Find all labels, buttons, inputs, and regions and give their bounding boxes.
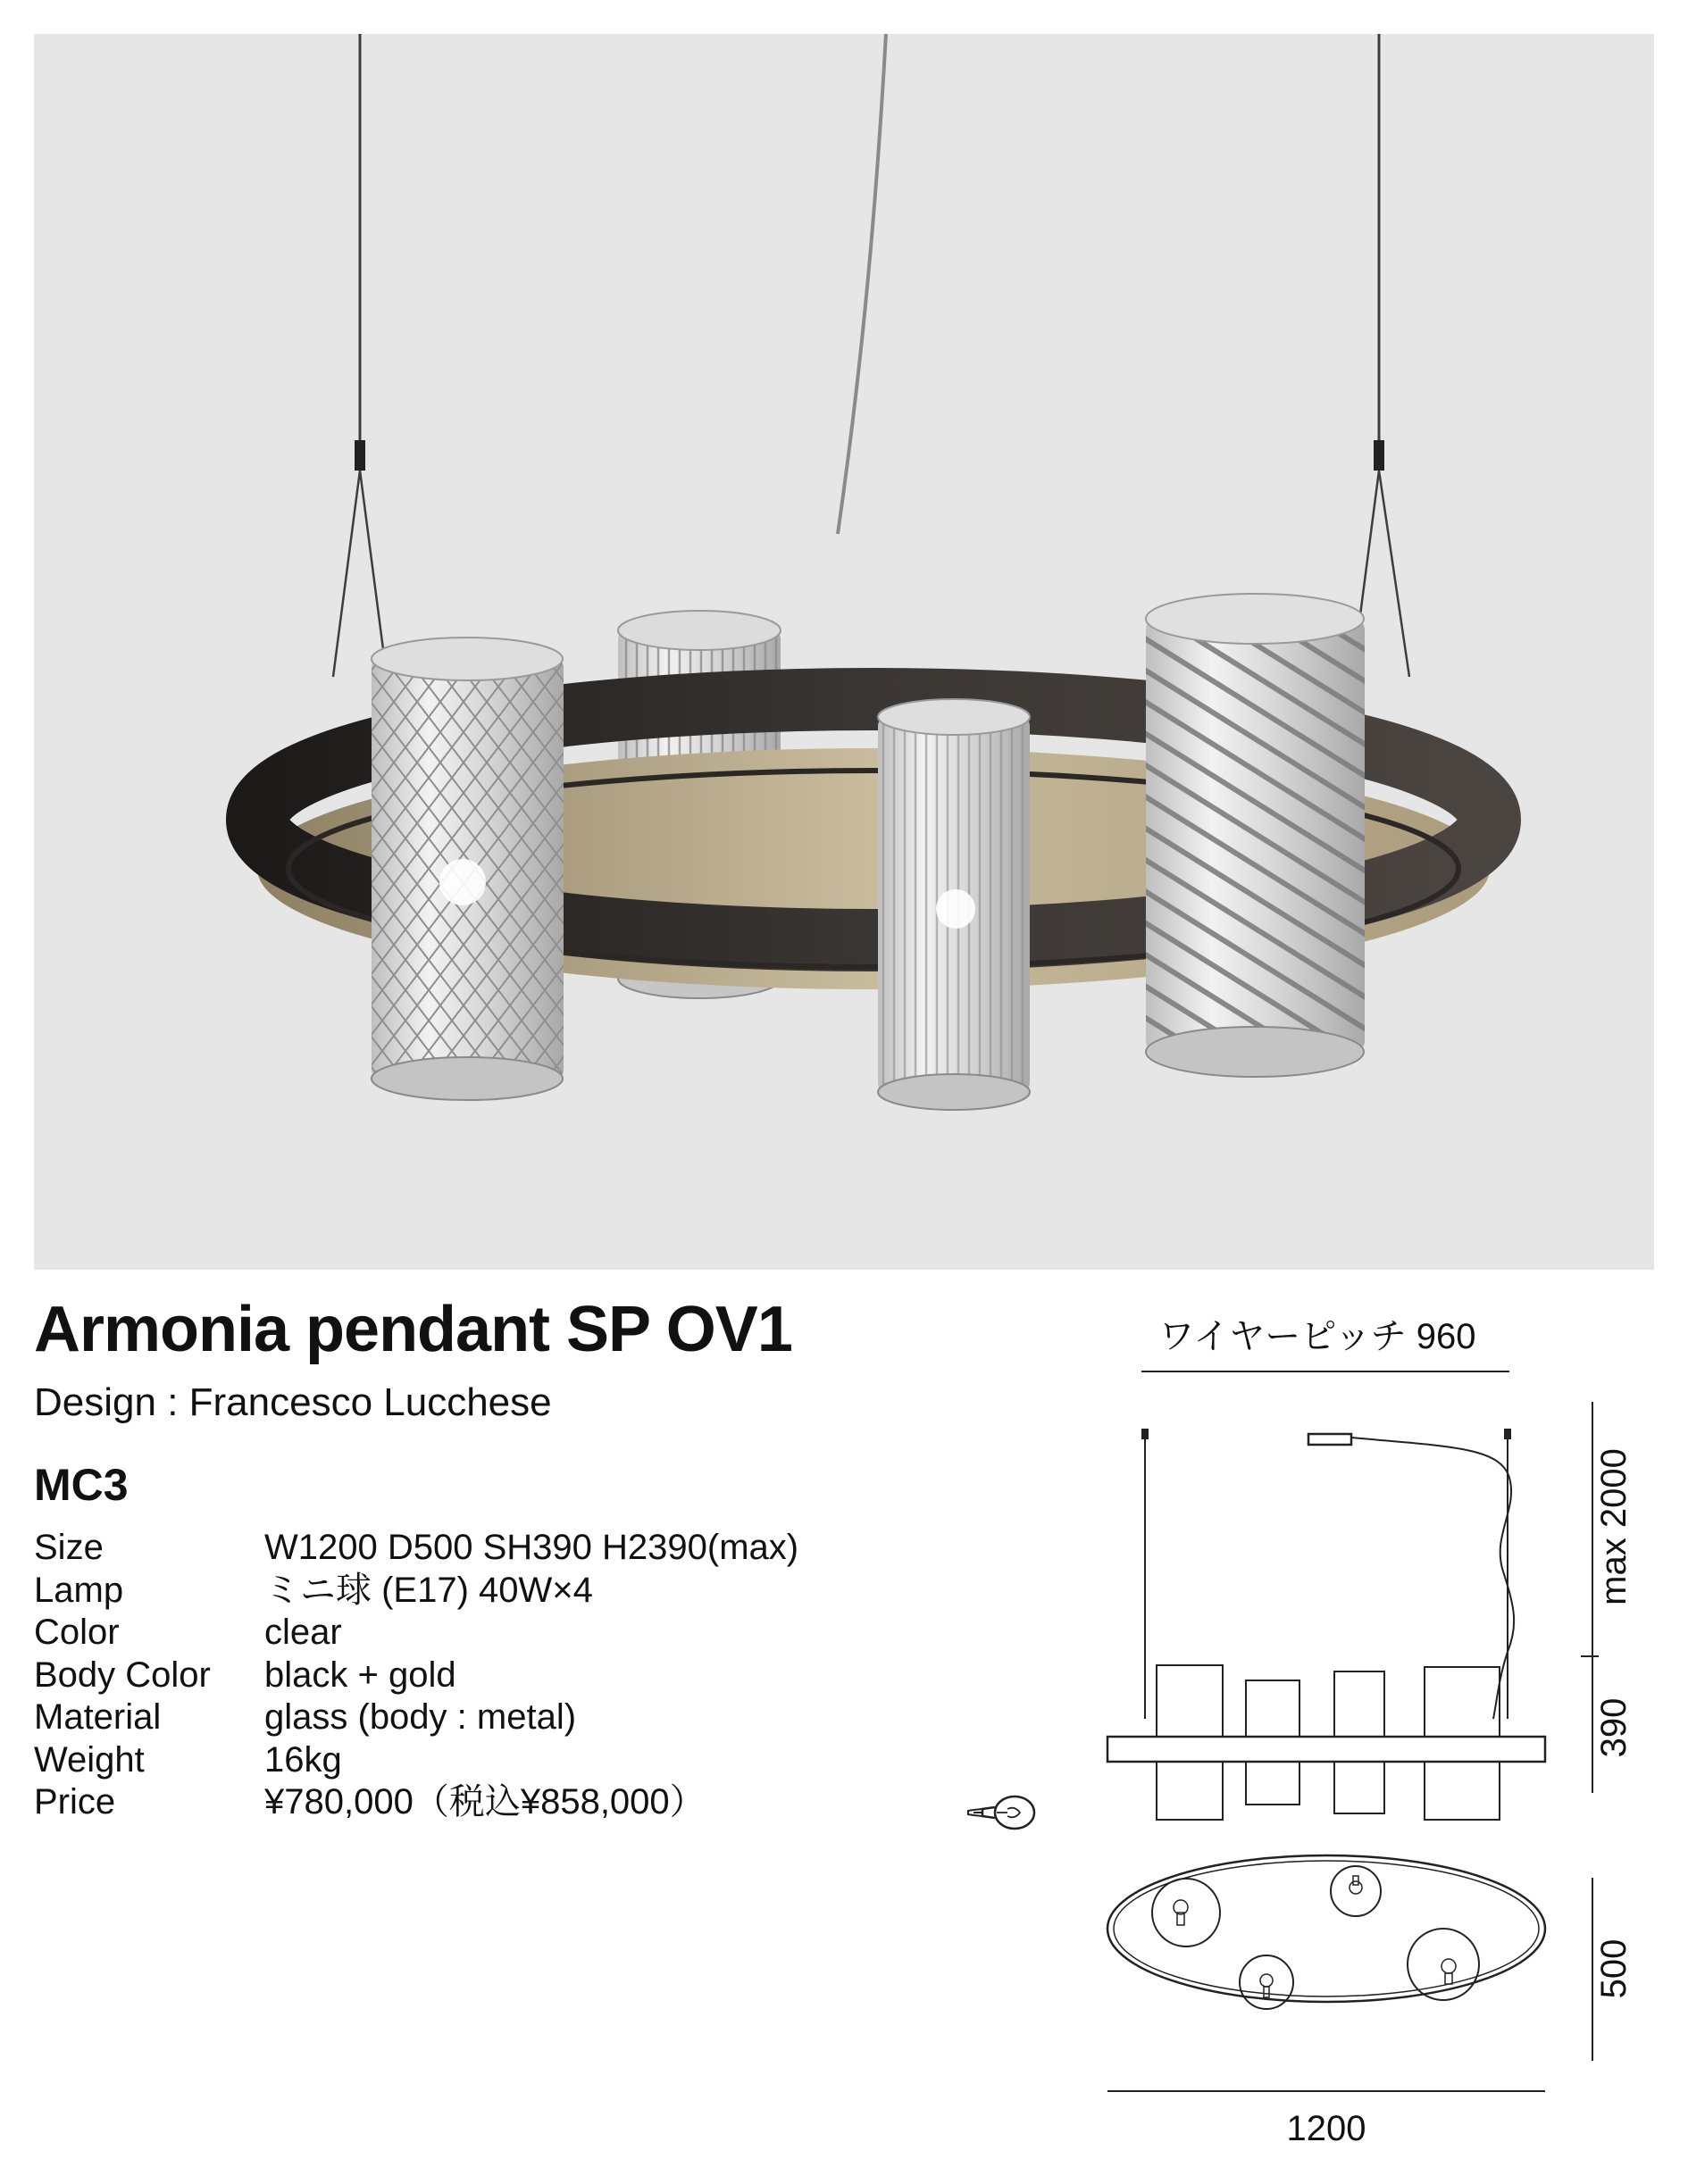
- elevation-shade-4-bottom: [1425, 1762, 1500, 1820]
- wire-clamp-right: [1374, 440, 1384, 471]
- elevation-shade-1-top: [1157, 1665, 1223, 1737]
- model-code: MC3: [34, 1460, 129, 1510]
- plan-ring-outer: [1107, 1855, 1545, 2002]
- spec-label: Body Color: [34, 1655, 211, 1695]
- glass-cylinder-twisted: [1146, 594, 1365, 1077]
- elevation-shade-3-bottom: [1334, 1762, 1384, 1813]
- spec-label: Material: [34, 1697, 162, 1737]
- spec-value: 16kg: [264, 1739, 342, 1780]
- plan-lamp-1: [1152, 1879, 1220, 1946]
- spec-value: W1200 D500 SH390 H2390(max): [264, 1528, 799, 1567]
- plan-lamp-3: [1240, 1955, 1293, 2009]
- spec-value: glass (body : metal): [264, 1697, 577, 1737]
- glass-cylinder-diamond: [372, 638, 564, 1100]
- spec-row-price: [34, 1781, 798, 1824]
- wire-pitch-label: ワイヤーピッチ 960: [1158, 1317, 1476, 1356]
- elevation-shade-3-top: [1334, 1671, 1384, 1737]
- ceiling-canopy: [1308, 1434, 1351, 1445]
- plan-lamp-4: [1408, 1929, 1479, 2000]
- spec-value: ¥780,000（税込¥858,000）: [264, 1782, 706, 1821]
- spec-label: Weight: [34, 1739, 145, 1780]
- spec-table: [34, 1527, 798, 1824]
- spec-value: clear: [264, 1613, 342, 1652]
- plan-lamp-2: [1331, 1866, 1381, 1916]
- spec-row-material: [34, 1696, 798, 1739]
- spec-row-size: [34, 1527, 798, 1570]
- elevation-ring: [1107, 1737, 1545, 1762]
- plan-ring-inner: [1114, 1861, 1539, 1996]
- width-label: 1200: [1286, 2109, 1366, 2148]
- bulb-icon: [961, 1786, 1041, 1839]
- max-height-label: max 2000: [1594, 1448, 1634, 1605]
- spec-row-weight: [34, 1739, 798, 1782]
- elevation-clip-left: [1141, 1429, 1149, 1439]
- elevation-shade-1-bottom: [1157, 1762, 1223, 1820]
- elevation-shade-4-top: [1425, 1667, 1500, 1737]
- spec-label: Lamp: [34, 1570, 124, 1610]
- elevation-shade-2-bottom: [1246, 1762, 1299, 1805]
- wire-splay-left: [333, 471, 387, 677]
- dimension-drawing: [1072, 1304, 1688, 2180]
- spec-row-color: [34, 1612, 798, 1655]
- spec-value: black + gold: [264, 1655, 456, 1695]
- elevation-cable: [1351, 1438, 1514, 1719]
- power-cable: [838, 34, 886, 534]
- glass-cylinder-wave: [878, 699, 1030, 1110]
- product-title: Armonia pendant SP OV1: [34, 1294, 792, 1365]
- spec-label: Size: [34, 1528, 104, 1567]
- spec-label: Color: [34, 1613, 120, 1652]
- height-label: 390: [1594, 1697, 1634, 1758]
- spec-value: ミニ球 (E17) 40W×4: [264, 1570, 593, 1610]
- elevation-shade-2-top: [1246, 1680, 1299, 1737]
- elevation-clip-right: [1504, 1429, 1511, 1439]
- product-photo: [34, 34, 1654, 1270]
- designer-credit: Design : Francesco Lucchese: [34, 1380, 552, 1424]
- spec-label: Price: [34, 1782, 116, 1821]
- spec-row-lamp: [34, 1570, 798, 1613]
- wire-clamp-left: [355, 440, 365, 471]
- spec-row-body-color: [34, 1655, 798, 1697]
- depth-label: 500: [1594, 1938, 1634, 1999]
